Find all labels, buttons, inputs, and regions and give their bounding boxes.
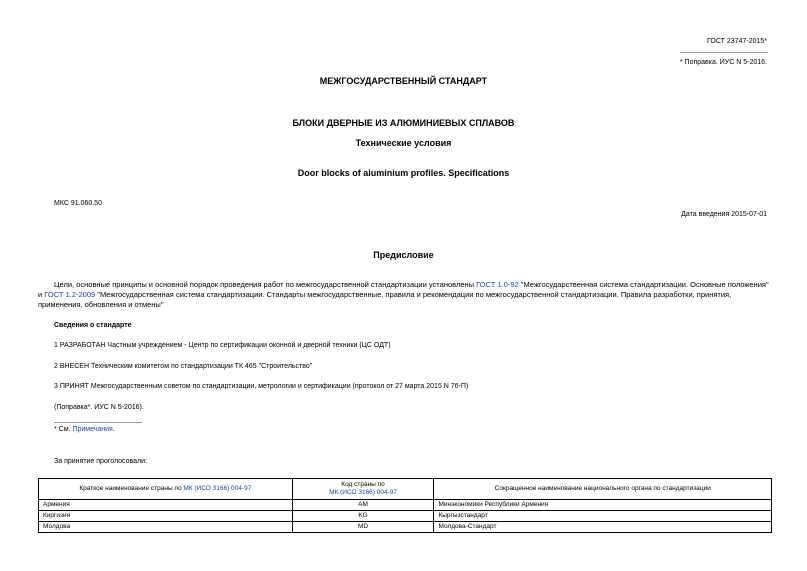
amendment-reference: (Поправка*. ИУС N 5-2016). xyxy=(54,404,144,411)
standard-info-heading: Сведения о стандарте xyxy=(54,322,132,329)
amendment-note: * Поправка. ИУС N 5-2016. xyxy=(679,59,767,66)
submitted-by-info: 2 ВНЕСЕН Техническим комитетом по стандартизации ТК 465 "Строительство" xyxy=(54,363,313,370)
table-header-row xyxy=(39,479,772,500)
country-cell: Армения xyxy=(39,500,293,511)
standard-title-english: Door blocks of aluminium profiles. Specifications xyxy=(297,168,510,178)
footnote-prefix: * См. xyxy=(54,426,73,433)
mk-iso-3166-link[interactable]: МК (ИСО 3166) 004-97 xyxy=(183,485,252,492)
foreword-paragraph xyxy=(38,280,770,310)
table-row xyxy=(39,500,772,511)
developer-info: 1 РАЗРАБОТАН Частным учреждением - Центр по сертификации оконной и дверной техники (ЦС ОДТ) xyxy=(54,342,391,349)
footnote-suffix: . xyxy=(112,426,115,433)
column-header-code xyxy=(292,479,434,500)
foreword-heading: Предисловие xyxy=(373,250,434,260)
column-header-body: Сокращенное наименование национального органа по стандартизации xyxy=(434,479,772,500)
country-code-cell: AM xyxy=(292,500,434,511)
adopted-info: 3 ПРИНЯТ Межгосударственным советом по стандартизации, метрологии и сертификации (протокол от 27 марта 2015 N 76-П) xyxy=(54,383,469,390)
standard-type: МЕЖГОСУДАРСТВЕННЫЙ СТАНДАРТ xyxy=(319,76,488,86)
country-cell: Киргизия xyxy=(39,511,293,522)
table-row xyxy=(39,522,772,533)
foreword-text-part1: Цели, основные принципы и основной порядок проведения работ по межгосударственной стандартизации установлены xyxy=(54,280,477,289)
column-header-code-text: Код страны по xyxy=(341,481,385,488)
footnote-divider xyxy=(54,422,142,423)
mks-code: МКС 91.060.50 xyxy=(54,200,102,207)
standards-body-cell: Кыргызстандарт xyxy=(434,511,772,522)
column-header-country xyxy=(39,479,293,500)
voting-countries-table xyxy=(38,478,772,533)
standard-title: БЛОКИ ДВЕРНЫЕ ИЗ АЛЮМИНИЕВЫХ СПЛАВОВ xyxy=(292,118,515,128)
foreword-text-part3: "Межгосударственная система стандартизации. Стандарты межгосударственные, правила и рекомендации по межгосударственной стандартизации. Правила разработки, принятия, применения, обновления и отмены" xyxy=(38,290,732,309)
introduction-date: Дата введения 2015-07-01 xyxy=(681,211,767,218)
standards-body-cell: Минэкономики Республики Армения xyxy=(434,500,772,511)
header-divider xyxy=(680,52,768,53)
table-row xyxy=(39,511,772,522)
foreword-text-part2: "Межгосударственная система стандартизации. Основные положения" и xyxy=(38,280,769,299)
gost-1-2-2009-link[interactable]: ГОСТ 1.2-2009 xyxy=(44,290,96,299)
notes-link[interactable]: Примечания xyxy=(72,426,113,433)
voted-label: За принятие проголосовали: xyxy=(54,458,147,465)
gost-1-0-92-link[interactable]: ГОСТ 1.0-92 xyxy=(476,280,519,289)
column-header-country-text: Краткое наименование страны по xyxy=(79,485,184,492)
mk-iso-3166-code-link[interactable]: МК (ИСО 3166) 004-97 xyxy=(329,489,398,496)
country-code-cell: KG xyxy=(292,511,434,522)
country-cell: Молдова xyxy=(39,522,293,533)
country-code-cell: MD xyxy=(292,522,434,533)
standard-subtitle: Технические условия xyxy=(355,138,452,148)
standards-body-cell: Молдова-Стандарт xyxy=(434,522,772,533)
document-code: ГОСТ 23747-2015* xyxy=(707,38,767,45)
footnote xyxy=(54,425,115,434)
